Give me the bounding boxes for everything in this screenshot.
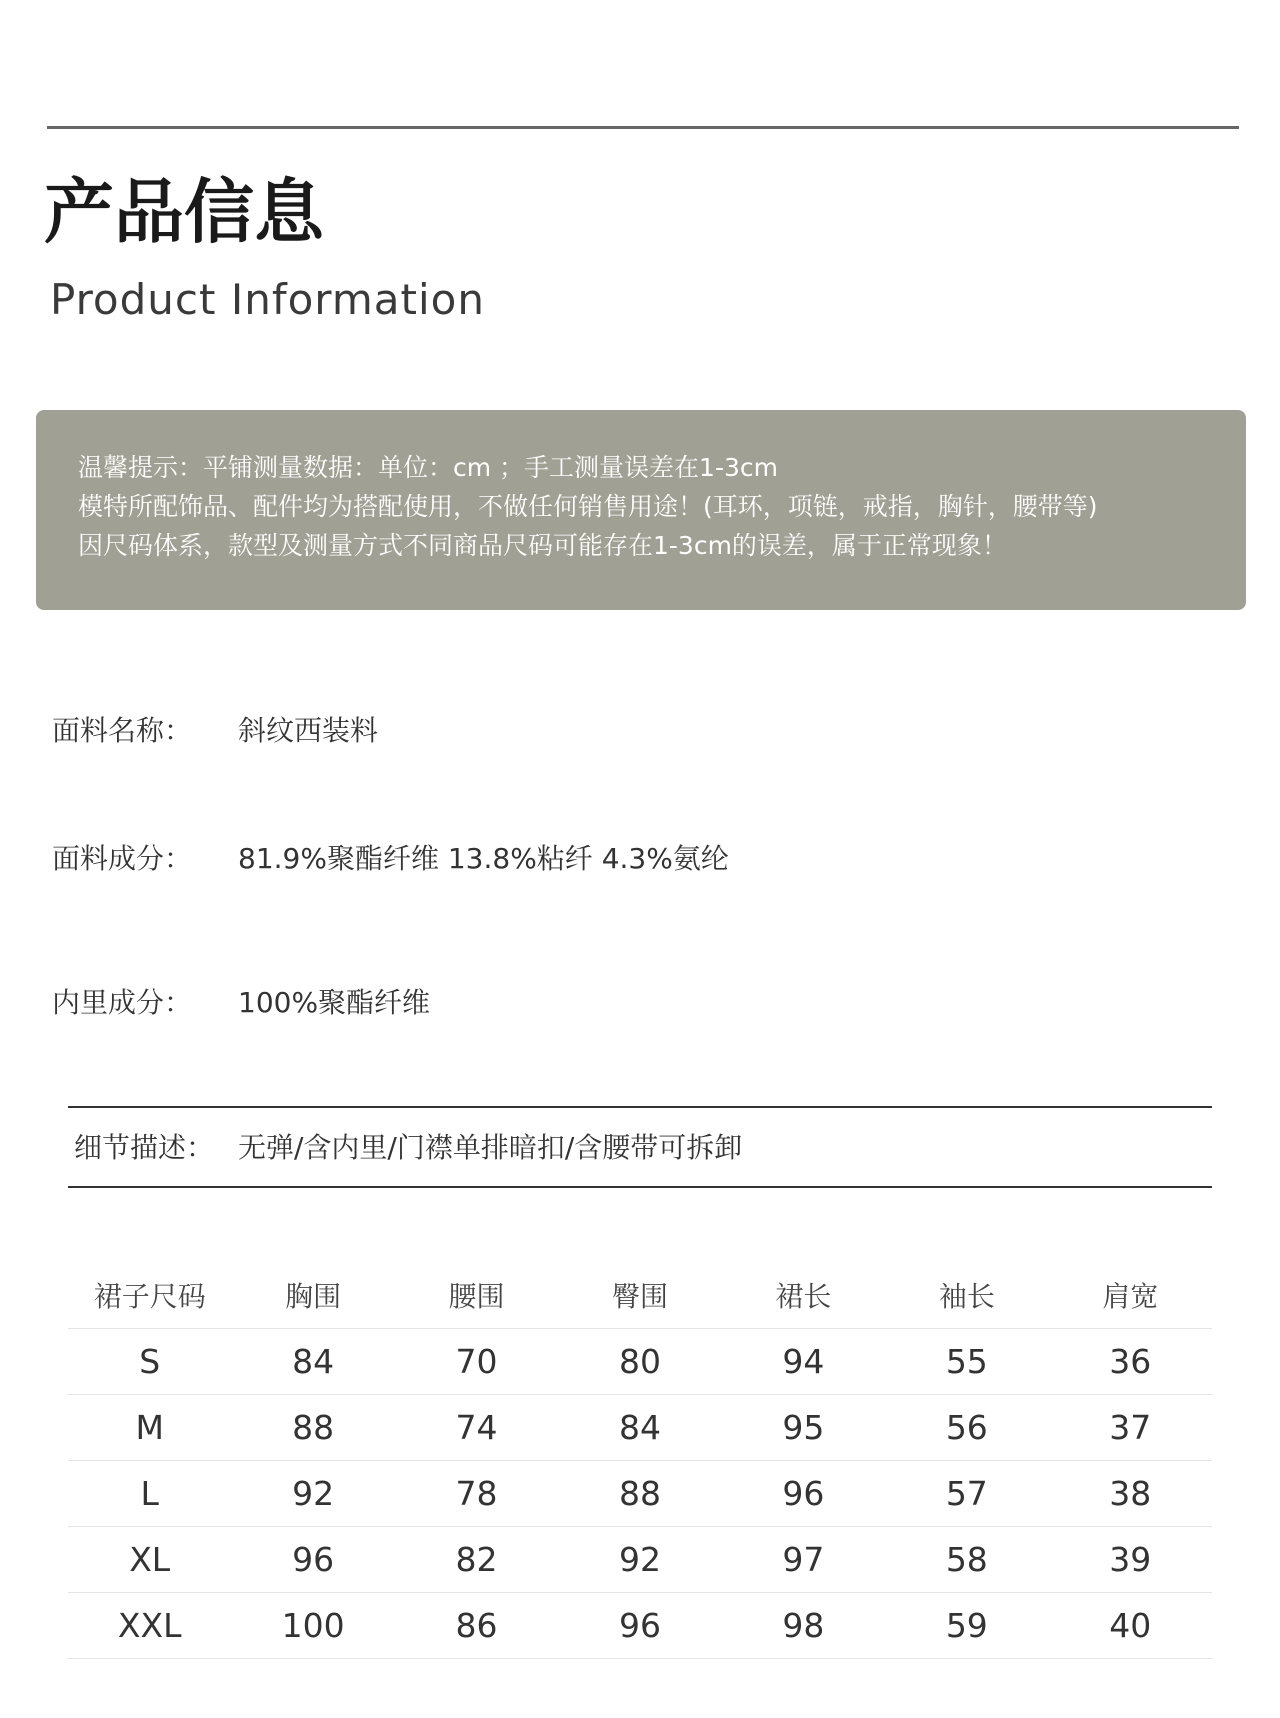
- table-cell-size: XXL: [68, 1593, 231, 1659]
- table-cell: 37: [1049, 1395, 1212, 1461]
- table-cell: 98: [722, 1593, 885, 1659]
- table-cell: 74: [395, 1395, 558, 1461]
- table-cell: 88: [231, 1395, 394, 1461]
- table-cell: 58: [885, 1527, 1048, 1593]
- table-header-row: [68, 1262, 1212, 1329]
- table-cell: 100: [231, 1593, 394, 1659]
- column-header-size: 裙子尺码: [68, 1262, 231, 1329]
- spec-label: 面料名称：: [52, 714, 193, 747]
- table-cell: 70: [395, 1329, 558, 1395]
- table-row: [68, 1395, 1212, 1461]
- table-cell: 59: [885, 1593, 1048, 1659]
- table-cell: 96: [231, 1527, 394, 1593]
- notice-line: 温馨提示：平铺测量数据：单位：cm ；手工测量误差在1-3cm: [78, 453, 778, 482]
- column-header-shoulder-width: 肩宽: [1049, 1262, 1212, 1329]
- table-cell: 56: [885, 1395, 1048, 1461]
- table-cell: 80: [558, 1329, 721, 1395]
- table-cell: 55: [885, 1329, 1048, 1395]
- table-cell: 84: [558, 1395, 721, 1461]
- detail-label: 细节描述：: [74, 1131, 215, 1164]
- notice-line: 模特所配饰品、配件均为搭配使用，不做任何销售用途！(耳环，项链，戒指，胸针，腰带等): [78, 492, 1098, 521]
- table-cell: 88: [558, 1461, 721, 1527]
- size-table: [68, 1262, 1212, 1659]
- column-header-dress-length: 裙长: [722, 1262, 885, 1329]
- column-header-hip: 臀围: [558, 1262, 721, 1329]
- table-cell: 57: [885, 1461, 1048, 1527]
- detail-value: 无弹/含内里/门襟单排暗扣/含腰带可拆卸: [238, 1131, 743, 1164]
- table-cell-size: XL: [68, 1527, 231, 1593]
- table-cell-size: L: [68, 1461, 231, 1527]
- spec-fabric-composition: [52, 839, 729, 879]
- column-header-waist: 腰围: [395, 1262, 558, 1329]
- table-cell: 84: [231, 1329, 394, 1395]
- table-cell: 94: [722, 1329, 885, 1395]
- table-cell: 40: [1049, 1593, 1212, 1659]
- table-cell: 86: [395, 1593, 558, 1659]
- spec-value: 斜纹西装料: [238, 714, 379, 747]
- table-cell: 39: [1049, 1527, 1212, 1593]
- table-cell: 95: [722, 1395, 885, 1461]
- table-cell: 78: [395, 1461, 558, 1527]
- spec-label: 面料成分：: [52, 842, 193, 875]
- page-title: 产品信息: [44, 171, 324, 253]
- table-cell: 97: [722, 1527, 885, 1593]
- spec-fabric-name: [52, 711, 378, 751]
- column-header-sleeve-length: 袖长: [885, 1262, 1048, 1329]
- table-cell: 82: [395, 1527, 558, 1593]
- notice-line: 因尺码体系，款型及测量方式不同商品尺码可能存在1-3cm的误差，属于正常现象！: [78, 531, 1007, 560]
- table-row: [68, 1593, 1212, 1659]
- spec-value: 81.9%聚酯纤维 13.8%粘纤 4.3%氨纶: [238, 842, 729, 875]
- spec-label: 内里成分：: [52, 986, 193, 1019]
- notice-box: [36, 410, 1246, 610]
- table-row: [68, 1527, 1212, 1593]
- table-cell: 36: [1049, 1329, 1212, 1395]
- page-subtitle: Product Information: [50, 275, 485, 324]
- spec-lining-composition: [52, 983, 430, 1023]
- table-cell: 96: [722, 1461, 885, 1527]
- table-row: [68, 1329, 1212, 1395]
- detail-description: [74, 1128, 742, 1168]
- table-cell: 96: [558, 1593, 721, 1659]
- spec-value: 100%聚酯纤维: [238, 986, 431, 1019]
- column-header-bust: 胸围: [231, 1262, 394, 1329]
- top-divider: [47, 126, 1239, 129]
- detail-description-box: [68, 1106, 1212, 1188]
- table-cell-size: M: [68, 1395, 231, 1461]
- table-cell-size: S: [68, 1329, 231, 1395]
- table-cell: 92: [558, 1527, 721, 1593]
- table-row: [68, 1461, 1212, 1527]
- table-cell: 92: [231, 1461, 394, 1527]
- table-cell: 38: [1049, 1461, 1212, 1527]
